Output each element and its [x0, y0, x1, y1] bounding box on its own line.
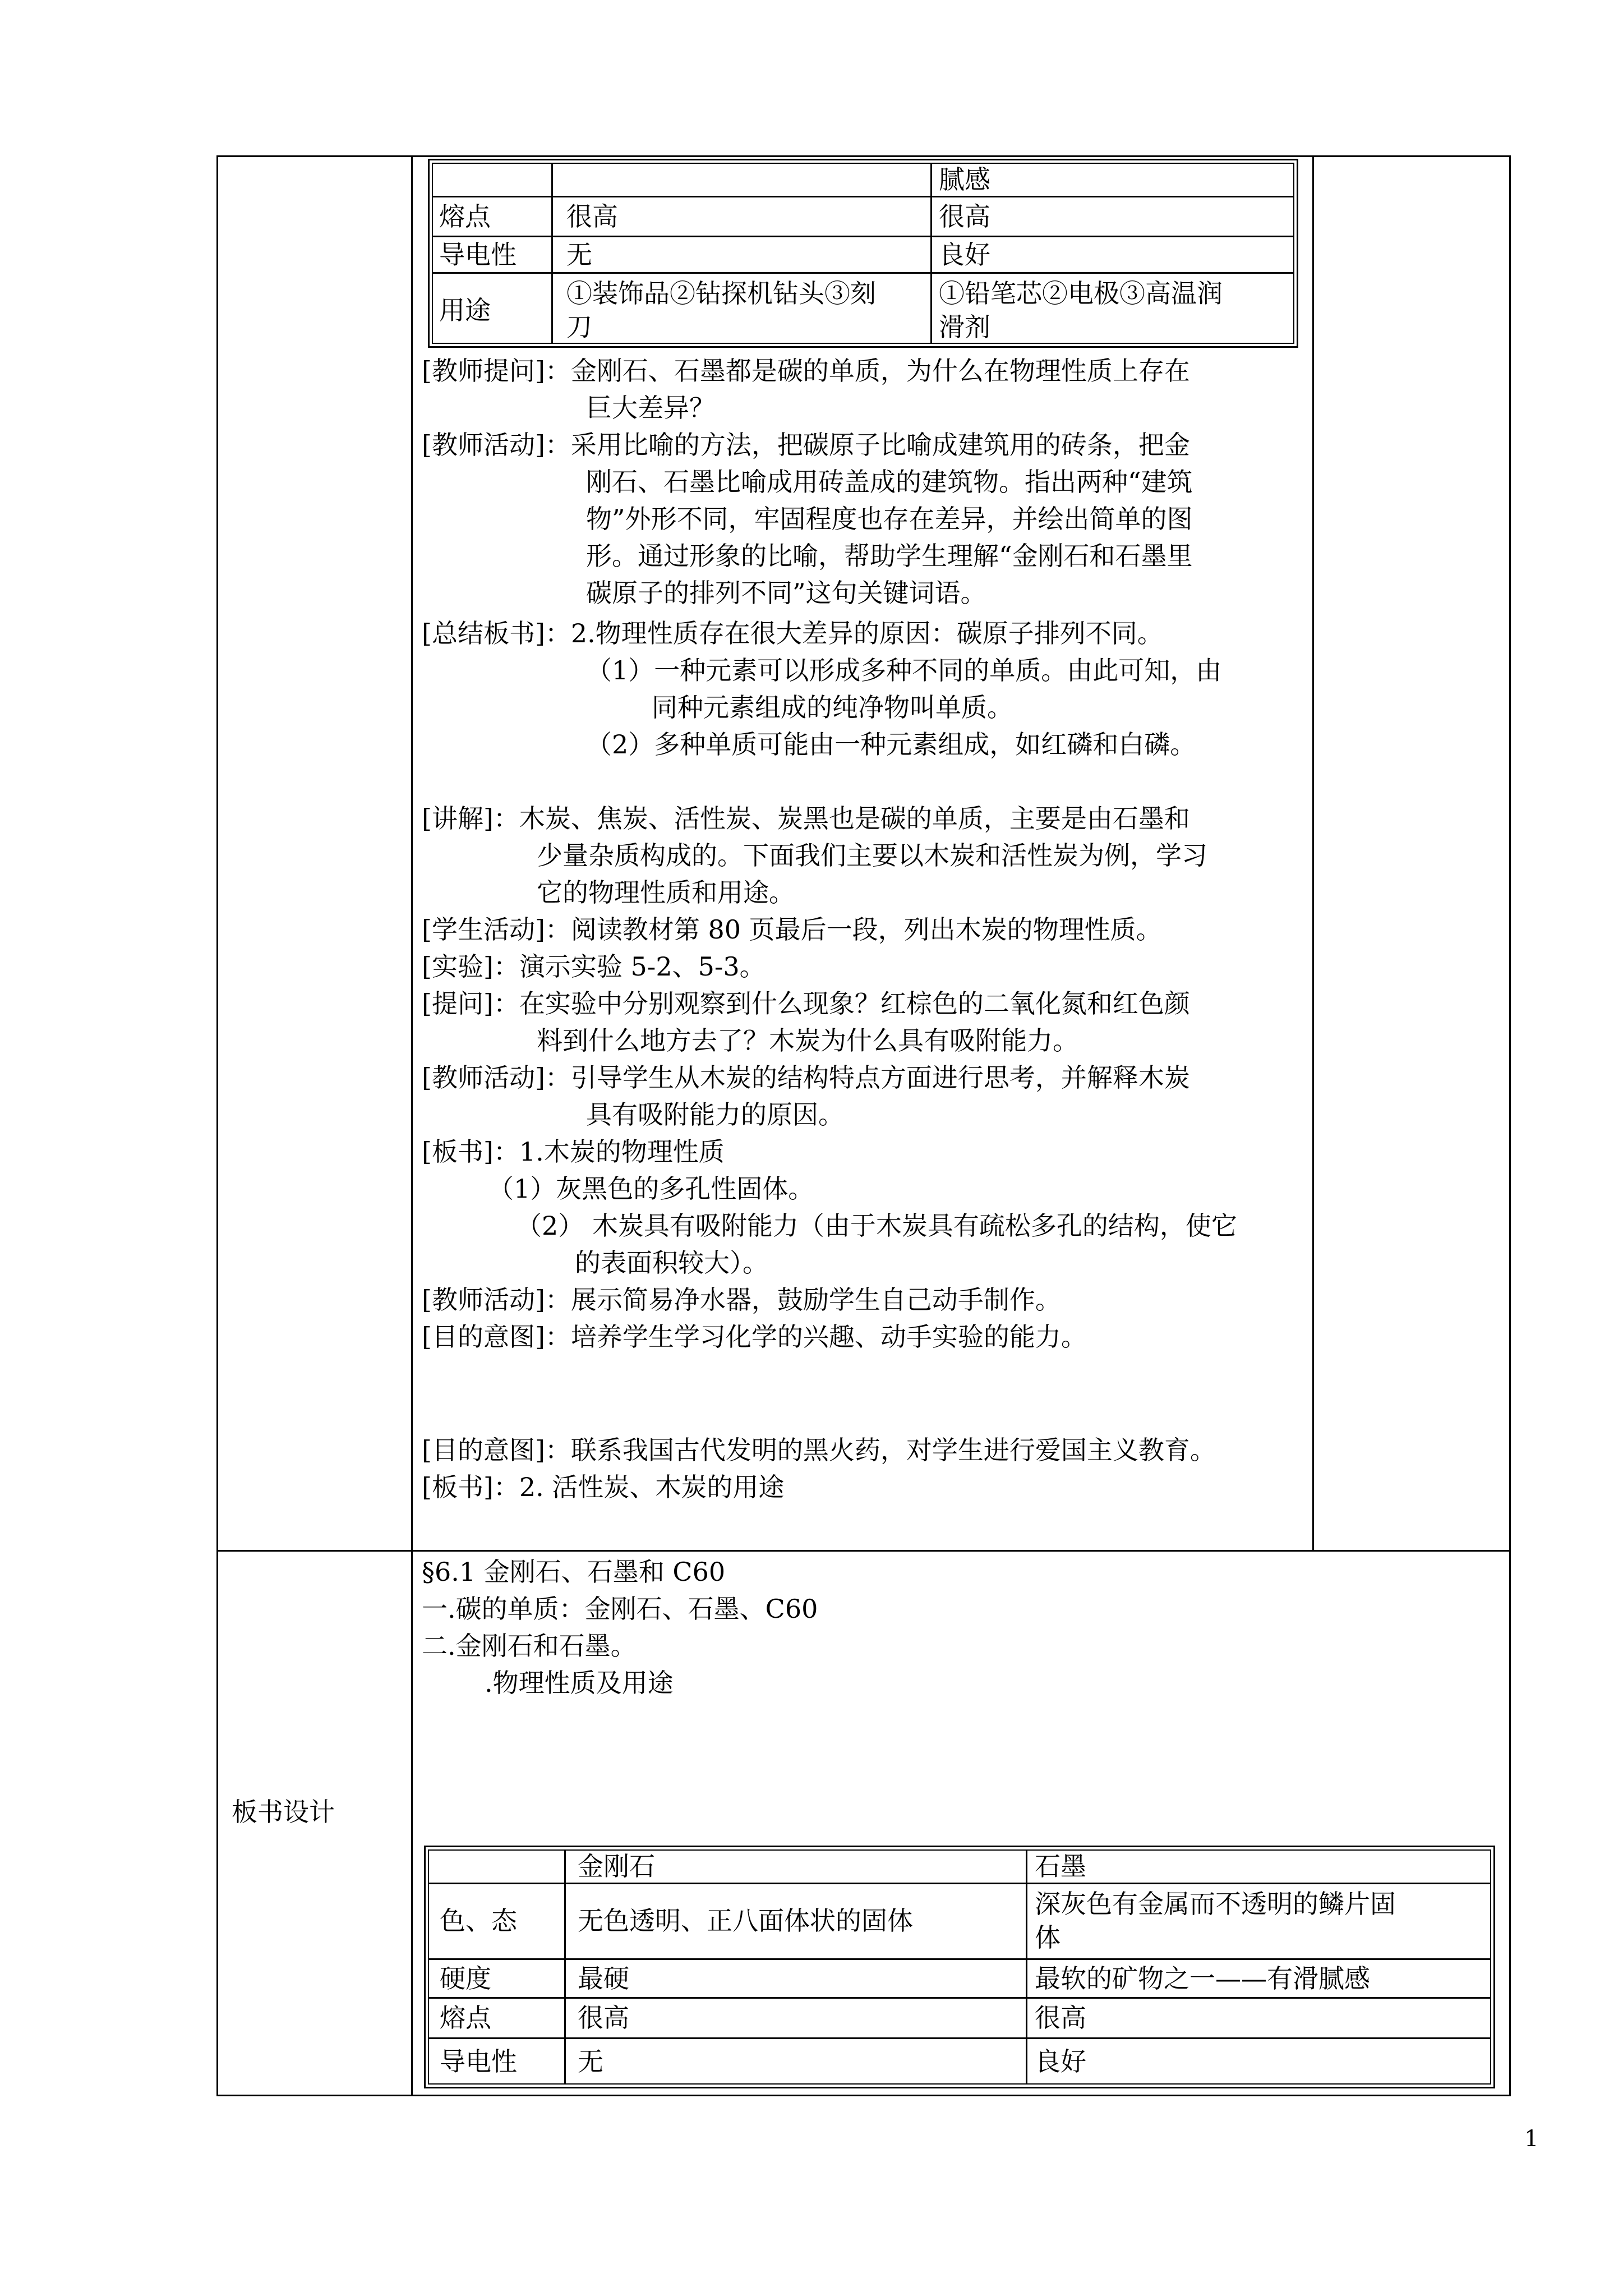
- paragraph-line: [教师提问]：金刚石、石墨都是碳的单质，为什么在物理性质上存在: [422, 356, 1190, 386]
- table-top-col1: [551, 163, 553, 344]
- table-top-row2: [432, 236, 1294, 237]
- table-cell: 最软的矿物之一——有滑腻感: [1035, 1963, 1370, 1994]
- table-cell: 很高: [566, 201, 618, 232]
- page-number: 1: [1524, 2126, 1539, 2152]
- table-bottom-row3: [428, 1997, 1491, 1999]
- table-top-bottom: [428, 346, 1298, 348]
- table-top-col2: [930, 163, 932, 344]
- paragraph-line: 的表面积较大）。: [575, 1248, 768, 1278]
- board-line: 二.金刚石和石墨。: [422, 1631, 637, 1661]
- table-cell: 刀: [566, 312, 592, 342]
- table-top-left: [428, 159, 430, 348]
- paragraph-line: [实验]：演示实验 5-2、5-3。: [422, 951, 766, 982]
- paragraph-line: 巨大差异？: [586, 393, 715, 423]
- table-bottom-bottom: [424, 2087, 1495, 2088]
- table-header-cell: 金刚石: [578, 1851, 655, 1881]
- section-divider: [216, 1550, 1511, 1552]
- table-cell: 深灰色有金属而不透明的鳞片固: [1035, 1889, 1396, 1919]
- column-divider-2: [1312, 155, 1314, 1552]
- table-top-border-inner: [432, 163, 1294, 164]
- paragraph-line: [学生活动]：阅读教材第 80 页最后一段，列出木炭的物理性质。: [422, 914, 1162, 945]
- paragraph-line: 碳原子的排列不同”这句关键词语。: [586, 578, 986, 608]
- table-top-border: [428, 159, 1298, 160]
- paragraph-line: [板书]：1.木炭的物理性质: [422, 1137, 725, 1167]
- outer-border-left: [216, 155, 218, 2096]
- table-bottom-right: [1493, 1846, 1495, 2088]
- paragraph-line: [目的意图]：培养学生学习化学的兴趣、动手实验的能力。: [422, 1322, 1087, 1352]
- paragraph-line: （1）一种元素可以形成多种不同的单质。由此可知，由: [586, 655, 1222, 685]
- paragraph-line: 少量杂质构成的。下面我们主要以木炭和活性炭为例，学习: [537, 840, 1207, 871]
- paragraph-line: 形。通过形象的比喻，帮助学生理解“金刚石和石墨里: [586, 541, 1193, 571]
- table-top-bottom-inner: [432, 343, 1294, 344]
- board-line: §6.1 金刚石、石墨和 C60: [422, 1557, 726, 1587]
- table-cell: 熔点: [440, 2003, 491, 2033]
- column-divider-1: [411, 155, 413, 2096]
- table-bottom-row4: [428, 2037, 1491, 2039]
- paragraph-line: （2）多种单质可能由一种元素组成，如红磷和白磷。: [586, 729, 1196, 760]
- paragraph-line: [板书]：2. 活性炭、木炭的用途: [422, 1472, 785, 1502]
- table-bottom-row2: [428, 1958, 1491, 1960]
- table-bottom-col1: [564, 1849, 566, 2085]
- table-cell: 色、态: [440, 1906, 517, 1936]
- table-cell: 导电性: [440, 2046, 517, 2077]
- table-cell: 无: [566, 240, 592, 270]
- table-cell: ①铅笔芯②电极③高温润: [939, 278, 1223, 309]
- table-cell: 很高: [939, 201, 990, 232]
- table-cell: 很高: [1035, 2003, 1086, 2033]
- table-cell: 无: [578, 2046, 603, 2077]
- paragraph-line: 它的物理性质和用途。: [537, 877, 795, 908]
- paragraph-line: （1）灰黑色的多孔性固体。: [488, 1174, 814, 1204]
- table-bottom-left: [424, 1846, 426, 2088]
- table-bottom-border: [424, 1846, 1495, 1847]
- paragraph-line: 同种元素组成的纯净物叫单质。: [652, 692, 1013, 723]
- table-top-right: [1297, 159, 1298, 348]
- outer-border-right: [1509, 155, 1511, 2096]
- table-cell: 最硬: [578, 1963, 629, 1994]
- paragraph-line: [总结板书]：2.物理性质存在很大差异的原因：碳原子排列不同。: [422, 618, 1163, 648]
- paragraph-line: [教师活动]：采用比喻的方法，把碳原子比喻成建筑用的砖条，把金: [422, 430, 1190, 460]
- table-cell: 熔点: [439, 201, 491, 232]
- table-cell: 硬度: [440, 1963, 491, 1994]
- paragraph-line: [讲解]：木炭、焦炭、活性炭、炭黑也是碳的单质，主要是由石墨和: [422, 803, 1190, 834]
- paragraph-line: [教师活动]：引导学生从木炭的结构特点方面进行思考，并解释木炭: [422, 1062, 1190, 1093]
- paragraph-line: 物”外形不同，牢固程度也存在差异，并绘出简单的图: [586, 504, 1193, 534]
- table-bottom-right-inner: [1490, 1849, 1491, 2085]
- paragraph-line: 刚石、石墨比喻成用砖盖成的建筑物。指出两种“建筑: [586, 467, 1193, 497]
- table-cell: 良好: [939, 240, 990, 270]
- table-bottom-left-inner: [428, 1849, 429, 2085]
- table-top-row3: [432, 272, 1294, 274]
- table-top-right-inner: [1293, 163, 1294, 344]
- paragraph-line: 具有吸附能力的原因。: [586, 1099, 844, 1130]
- table-cell: 很高: [578, 2003, 629, 2033]
- table-cell: 腻感: [939, 164, 990, 195]
- table-cell: ①装饰品②钻探机钻头③刻: [566, 278, 876, 309]
- table-top-row1: [432, 196, 1294, 197]
- table-bottom-bottom-inner: [428, 2083, 1491, 2085]
- board-design-label: 板书设计: [232, 1797, 335, 1827]
- table-cell: 无色透明、正八面体状的固体: [578, 1906, 913, 1936]
- table-cell: 滑剂: [939, 312, 990, 342]
- paragraph-line: [目的意图]：联系我国古代发明的黑火药，对学生进行爱国主义教育。: [422, 1435, 1216, 1465]
- table-cell: 用途: [439, 295, 491, 325]
- table-header-cell: 石墨: [1035, 1851, 1086, 1881]
- table-cell: 体: [1035, 1922, 1061, 1953]
- table-bottom-col2: [1026, 1849, 1027, 2085]
- paragraph-line: [提问]：在实验中分别观察到什么现象？红棕色的二氧化氮和红色颜: [422, 988, 1190, 1019]
- paragraph-line: [教师活动]：展示简易净水器，鼓励学生自己动手制作。: [422, 1285, 1061, 1315]
- board-line: .物理性质及用途: [485, 1668, 674, 1698]
- table-top-left-inner: [432, 163, 433, 344]
- table-cell: 良好: [1035, 2046, 1086, 2077]
- board-line: 一.碳的单质：金刚石、石墨、C60: [422, 1594, 818, 1624]
- paragraph-line: （2） 木炭具有吸附能力（由于木炭具有疏松多孔的结构，使它: [516, 1211, 1237, 1241]
- paragraph-line: 料到什么地方去了？木炭为什么具有吸附能力。: [537, 1025, 1078, 1056]
- table-cell: 导电性: [439, 240, 517, 270]
